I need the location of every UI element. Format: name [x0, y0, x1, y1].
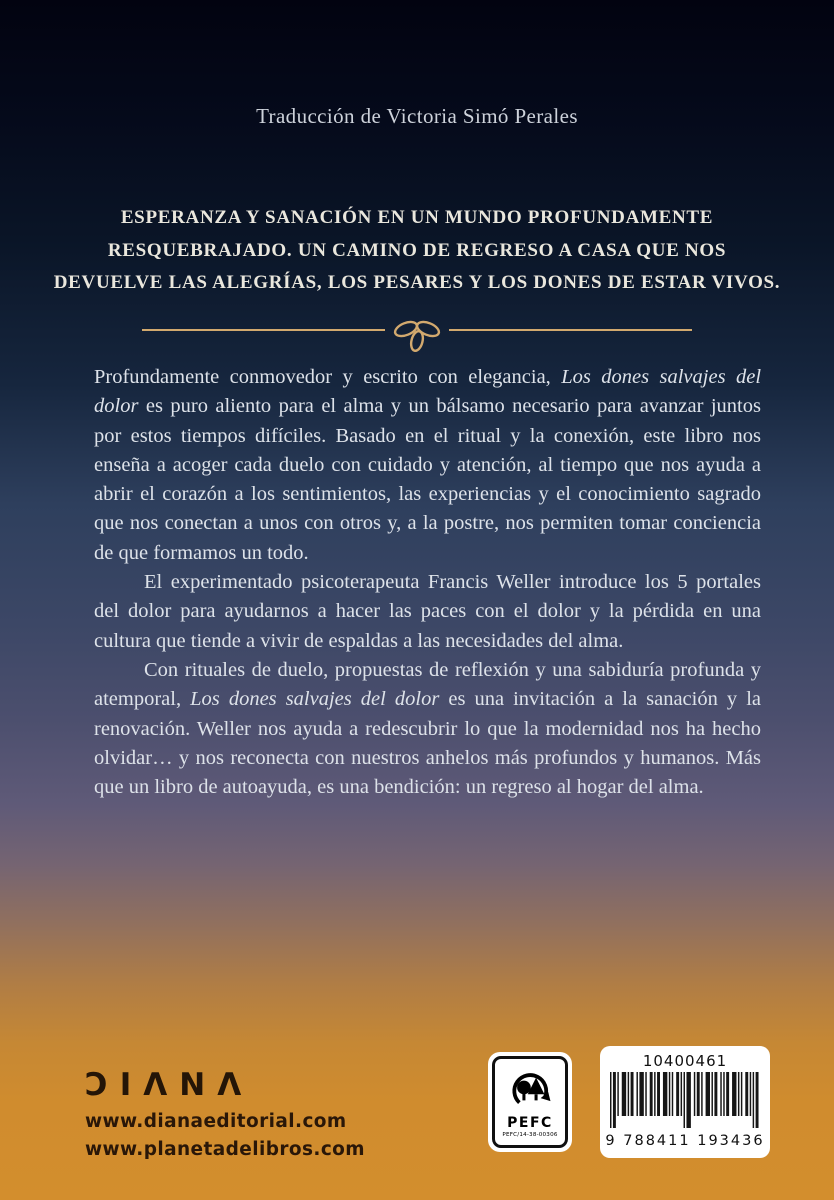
pefc-badge	[488, 1052, 572, 1152]
paragraph-1-text: Profundamente conmovedor y escrito con elegancia,	[94, 366, 562, 388]
paragraph-3-text-cont: es una invitación a la sanación y la renovación. Weller nos ayuda a redescubrir lo que la modernidad nos ha hecho olvidar… y nos reconecta con nuestros anhelos más profundos y humanos. Más que un libro de autoayuda, es una bendición: un regreso al hogar del alma.	[94, 688, 761, 799]
pefc-badge-inner	[492, 1056, 568, 1148]
book-title-italic-2: Los dones salvajes del dolor	[190, 688, 440, 711]
paragraph-3-text: Con rituales de duelo, propuestas de reflexión y una sabiduría profunda y atemporal,	[94, 658, 761, 711]
barcode-isbn-number: 9 788411 193436	[605, 1133, 765, 1149]
diana-logo: ƆIΛNΛ	[85, 1067, 254, 1103]
pefc-label: PEFC	[507, 1114, 553, 1131]
publisher-websites	[85, 1108, 365, 1164]
paragraph-3	[94, 656, 761, 802]
barcode-label	[600, 1046, 770, 1158]
divider	[142, 308, 692, 352]
body-text	[94, 363, 761, 802]
paragraph-1	[94, 363, 761, 568]
knot-ornament-icon	[385, 315, 449, 355]
translation-credit: Traducción de Victoria Simó Perales	[256, 104, 578, 128]
pefc-code: PEFC/14-38-00306	[502, 1131, 558, 1138]
tagline	[42, 202, 792, 300]
publisher-block	[85, 1068, 365, 1164]
tagline-line-2: RESQUEBRAJADO. UN CAMINO DE REGRESO A CASA QUE NOS	[107, 239, 727, 261]
website-planetadelibros: www.planetadelibros.com	[85, 1139, 365, 1160]
website-dianaeditorial: www.dianaeditorial.com	[85, 1111, 347, 1132]
paragraph-1-text-cont: es puro aliento para el alma y un bálsamo necesario para avanzar juntos por estos tiempos difíciles. Basado en el ritual y la conexión, este libro nos enseña a acoger cada duelo con cuidado y atención, al tiempo que nos ayuda a abrir el corazón a los sentimientos, las experiencias y el conocimiento sagrado que nos conectan a unos con otros y, a la postre, nos permiten tomar conciencia de que formamos un todo.	[94, 395, 761, 564]
divider-line-left	[142, 329, 385, 331]
pefc-trees-icon	[507, 1067, 553, 1116]
tagline-line-3: DEVUELVE LAS ALEGRÍAS, LOS PESARES Y LOS DONES DE ESTAR VIVOS.	[53, 272, 781, 293]
tagline-line-1: ESPERANZA Y SANACIÓN EN UN MUNDO PROFUNDAMENTE	[120, 207, 714, 228]
paragraph-2-text-cont: El experimentado psicoterapeuta Francis Weller introduce los 5 portales del dolor para ayudarnos a hacer las paces con el dolor y la pérdida en una cultura que tiende a vivir de espaldas a las necesidades del alma.	[94, 571, 761, 652]
paragraph-2	[94, 568, 761, 656]
barcode-top-number: 10400461	[642, 1052, 728, 1070]
book-title-italic: Los dones salvajes del dolor	[94, 366, 762, 418]
divider-line-right	[449, 329, 692, 331]
barcode-bars	[610, 1072, 760, 1135]
